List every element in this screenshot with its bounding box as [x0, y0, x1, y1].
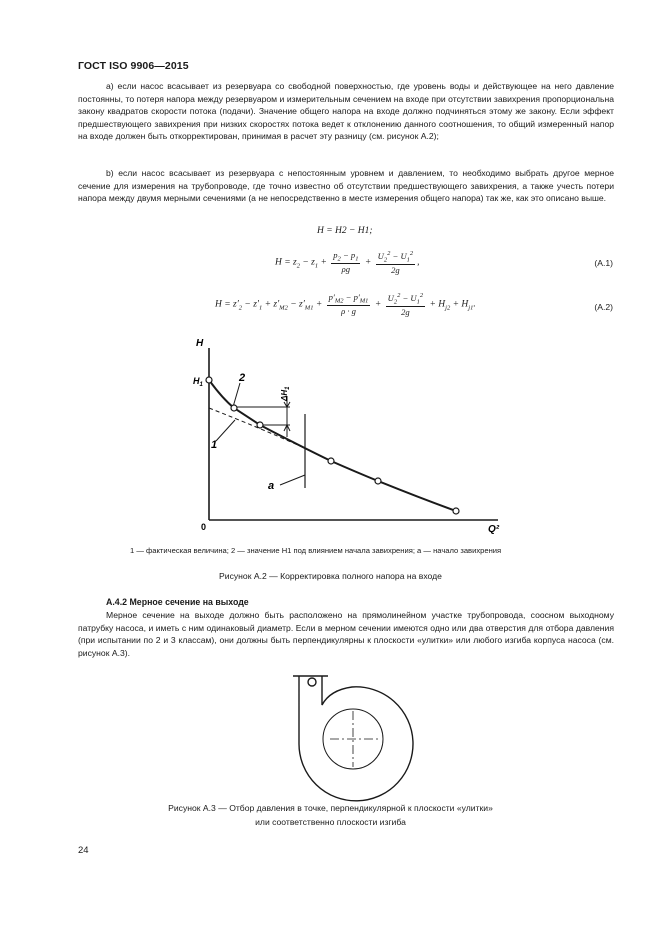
paragraph-a-text: а) если насос всасывает из резервуара со свободной поверхностью, где уровень воды и действующее на него давление постоянны, то потеря напора между резервуаром и измерительным сечением на входе при отсутствии завихрения пропорциональна закону квадратов скорости потока (подачи). Значение общего напора на входе должно подчиняться этому же закону. Если эффект предшествующего завихрения при низких скоростях потока ведет к отклонению данного соотношения, то общий измеренный напор на входе должен быть откорректирован, принимая в расчет эту разницу (см. рисунок А.2); — [78, 81, 614, 142]
data-point — [231, 405, 237, 411]
data-point — [257, 422, 263, 428]
leader-2 — [233, 383, 240, 407]
data-point — [375, 478, 381, 484]
paragraph-b-text: b) если насос всасывает из резервуара с непостоянным уровнем и давлением, то необходимо выбрать другое мерное сечение для измерения на трубопроводе, где точно известно об отсутствии предшествующего завихрения, а также учесть потери напора между двумя мерными сечениями (а не непосредственно в месте измерения общего напора) так же, как это описано выше. — [78, 168, 614, 204]
delta-h1-label — [280, 386, 291, 402]
equation-a1: $H = z_2 - z_1$ + $\frac{p_2 - p_1}{\rho g}$ + $\frac{U_2^2 - U_1^2}{2g}$ , — [275, 250, 420, 275]
equation-a2: $H = z'_2 - z'_1 + z'_{M2} - z'_{M1}$ + $\frac{p'_{M2} - p'_{M1}}{\rho \cdot g}$ + $\frac{U_2^2 - U_1^2}{2g}$ + $H_{j2} + H_{j1}$. — [215, 292, 476, 317]
origin-label: 0 — [201, 522, 207, 532]
pressure-tap-hole — [308, 678, 316, 686]
data-point — [206, 377, 212, 383]
page-number: 24 — [78, 845, 89, 856]
delta-h1-label-sub: 1 — [285, 386, 291, 390]
label-2: 2 — [239, 372, 246, 384]
figure-a3-caption-line1: Рисунок А.3 — Отбор давления в точке, перпендикулярной к плоскости «улитки» — [168, 803, 493, 813]
volute-outline — [299, 676, 413, 801]
delta-h1-label-main: ΔH — [280, 389, 289, 401]
axis-y-label: H — [196, 338, 204, 349]
equation-a2-number: (A.2) — [594, 302, 613, 312]
data-point — [328, 458, 334, 464]
figure-a2-legend: 1 — фактическая величина; 2 — значение H1 под влиянием начала завихрения; а — начало завихрения — [130, 546, 502, 555]
h1-label-sub: 1 — [199, 382, 203, 388]
page-header: ГОСТ ISO 9906—2015 — [78, 60, 189, 72]
leader-a — [280, 475, 305, 485]
equation-h-definition-text: H = H2 − H1; — [317, 226, 373, 236]
label-a: a — [268, 480, 275, 492]
h1-label — [193, 376, 204, 388]
figure-a3-caption-line2: или соответственно плоскости изгиба — [255, 817, 406, 827]
section-paragraph — [78, 609, 614, 659]
figure-a2-caption: Рисунок А.2 — Корректировка полного напора на входе — [219, 571, 442, 581]
equation-a1-number: (A.1) — [594, 258, 613, 268]
data-point — [453, 508, 459, 514]
h1-label-main: H — [193, 376, 200, 386]
label-1: 1 — [211, 439, 218, 451]
leader-1 — [216, 420, 235, 441]
section-title: А.4.2 Мерное сечение на выходе — [106, 597, 249, 607]
figure-a3-volute — [293, 676, 413, 801]
axis-x-label: Q² — [488, 524, 500, 535]
curve-actual — [209, 380, 456, 511]
section-paragraph-text: Мерное сечение на выходе должно быть расположено на прямолинейном участке трубопровода, соосном выходному патрубку насоса, и иметь с ним одинаковый диаметр. Если в мерном сечении имеются одно или два отверстия для отбора давления (при испытании по 2 и 3 классам), они должны быть перпендикулярны к плоскости «улитки» или любого изгиба корпуса насоса (см. рисунок А.3). — [78, 610, 614, 658]
